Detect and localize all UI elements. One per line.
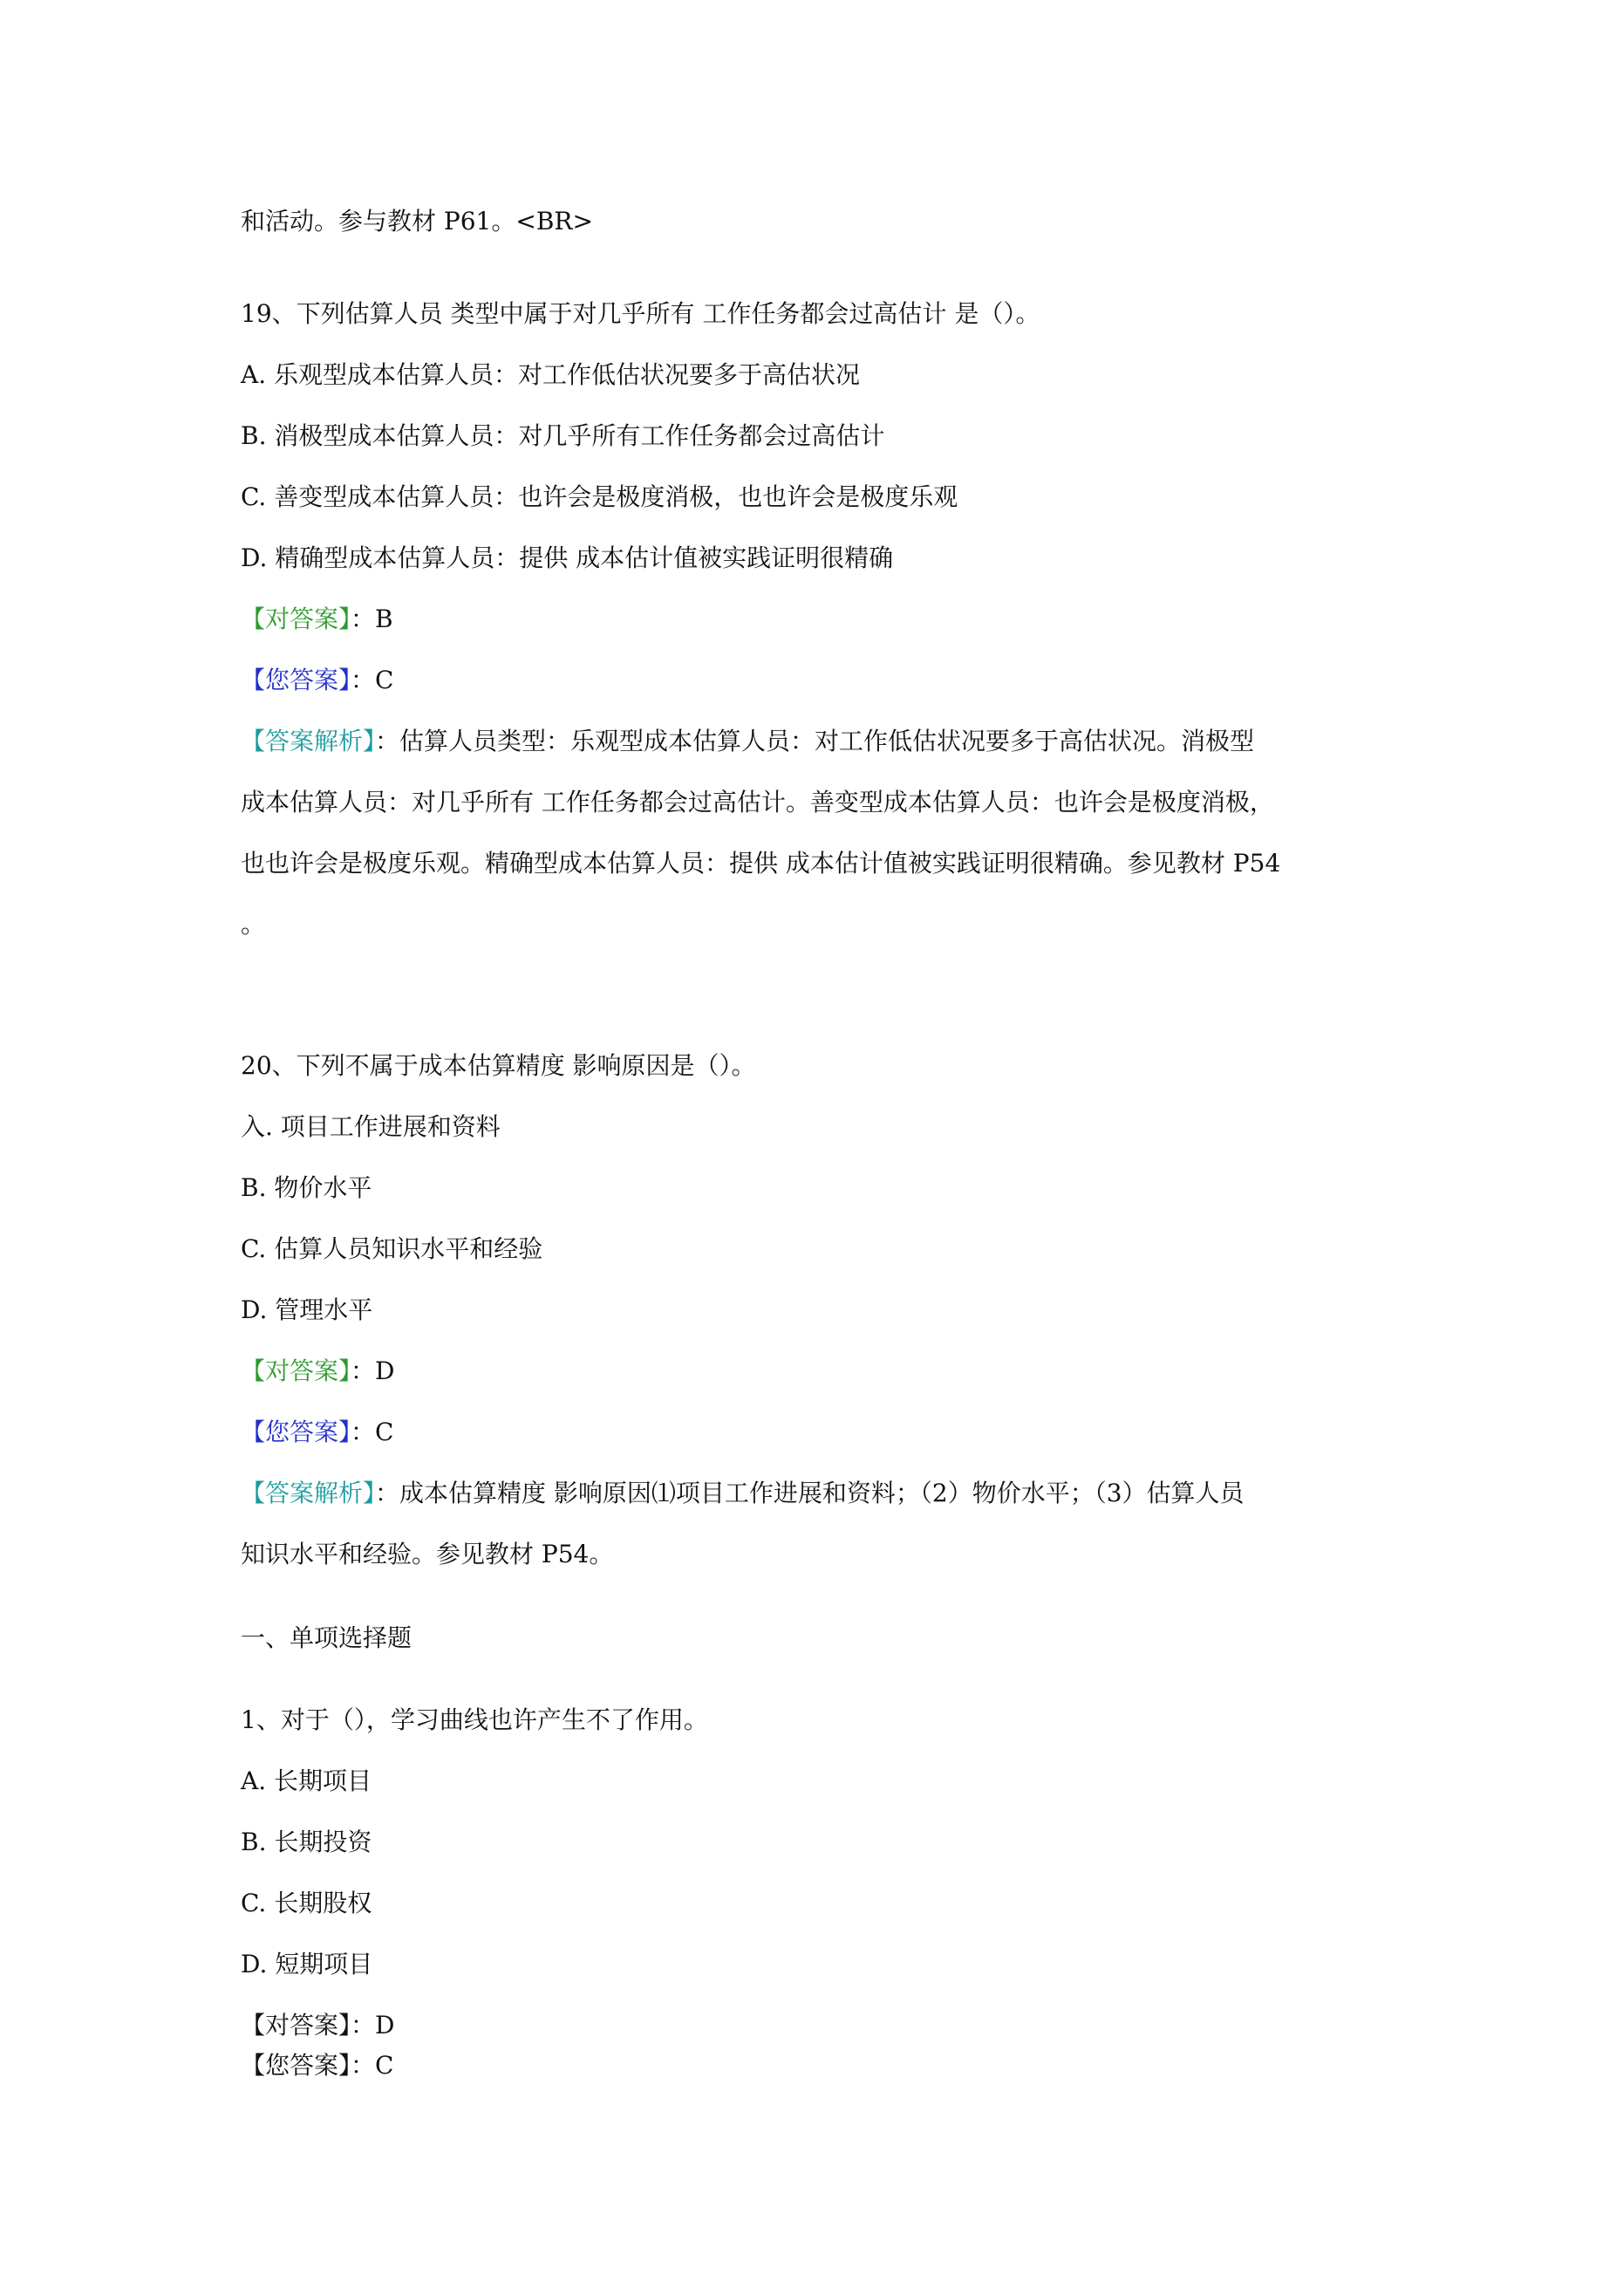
q1-option-a: A. 长期项目 [241, 1766, 372, 1795]
correct-answer-label: 【对答案】 [241, 2011, 351, 2040]
section-title: 一、单项选择题 [241, 1623, 413, 1652]
your-answer-label: 【您答案】 [241, 666, 351, 694]
q20-question: 20、下列不属于成本估算精度 影响原因是（）。 [241, 1051, 756, 1080]
correct-answer-value: ：B [351, 605, 393, 633]
correct-answer-value: ：D [351, 2011, 395, 2040]
correct-answer-label: 【对答案】 [241, 1356, 351, 1385]
q19-option-b: B. 消极型成本估算人员：对几乎所有工作任务都会过高估计 [241, 421, 885, 450]
q19-analysis-line-4: 。 [241, 910, 266, 939]
q20-option-a: 入. 项目工作进展和资料 [241, 1112, 501, 1141]
q1-correct-answer [241, 2008, 394, 2043]
your-answer-value: ：C [351, 666, 394, 694]
correct-answer-value: ：D [351, 1356, 395, 1385]
q20-correct-answer [241, 1354, 394, 1389]
your-answer-label: 【您答案】 [241, 2051, 351, 2080]
analysis-label: 【答案解析】 [241, 1479, 376, 1507]
q20-analysis-line-1 [241, 1476, 1245, 1511]
q19-option-c: C. 善变型成本估算人员：也许会是极度消极，也也许会是极度乐观 [241, 482, 958, 511]
q20-option-d: D. 管理水平 [241, 1295, 373, 1324]
q20-your-answer [241, 1415, 393, 1450]
q1-your-answer [241, 2048, 393, 2083]
q1-option-b: B. 长期投资 [241, 1828, 372, 1856]
q20-analysis-line-2: 知识水平和经验。参见教材 P54。 [241, 1540, 614, 1568]
q19-your-answer [241, 663, 393, 698]
q1-option-c: C. 长期股权 [241, 1889, 372, 1917]
q20-option-b: B. 物价水平 [241, 1173, 372, 1202]
q20-option-c: C. 估算人员知识水平和经验 [241, 1234, 543, 1263]
q19-correct-answer [241, 602, 393, 637]
q1-question: 1、对于（），学习曲线也许产生不了作用。 [241, 1705, 708, 1734]
your-answer-label: 【您答案】 [241, 1418, 351, 1446]
analysis-text: ：估算人员类型：乐观型成本估算人员：对工作低估状况要多于高估状况。消极型 [375, 727, 1255, 755]
q19-option-d: D. 精确型成本估算人员：提供 成本估计值被实践证明很精确 [241, 543, 894, 572]
q19-question: 19、下列估算人员 类型中属于对几乎所有 工作任务都会过高估计 是（）。 [241, 299, 1040, 328]
q19-analysis-line-1 [241, 724, 1254, 759]
intro-text: 和活动。参与教材 P61。<BR> [241, 207, 593, 236]
q19-option-a: A. 乐观型成本估算人员：对工作低估状况要多于高估状况 [241, 360, 861, 389]
q19-analysis-line-2: 成本估算人员：对几乎所有 工作任务都会过高估计。善变型成本估算人员：也许会是极度消极， [241, 788, 1274, 817]
analysis-label: 【答案解析】 [241, 727, 376, 755]
q1-option-d: D. 短期项目 [241, 1950, 373, 1978]
your-answer-value: ：C [351, 1418, 394, 1446]
correct-answer-label: 【对答案】 [241, 605, 351, 633]
analysis-text: ：成本估算精度 影响原因⑴项目工作进展和资料；（2）物价水平；（3）估算人员 [375, 1479, 1245, 1507]
your-answer-value: ：C [351, 2051, 394, 2080]
q19-analysis-line-3: 也也许会是极度乐观。精确型成本估算人员：提供 成本估计值被实践证明很精确。参见教材 P54 [241, 849, 1281, 878]
